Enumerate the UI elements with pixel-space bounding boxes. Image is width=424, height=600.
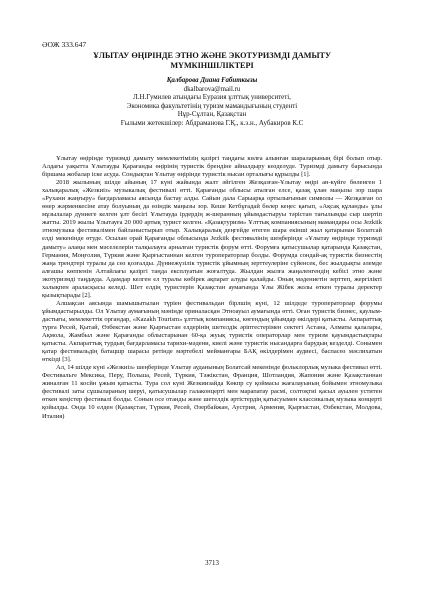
- author-block: [42, 77, 382, 129]
- body-paragraph: Ал, 14 шілде күні «Жезкиіз» шеңберінде Ұлытау ауданының Болатсай мекенінде фольклорлық музыка фестивал өтті. Фестивальге Мексика, Перу, Польша, Ресей, Түркия, Тәжікстан, Франция, Шотландия, Жапония және Қазақстаннан жиналған 11 косйн ұжым қатысты. Тура сол күні Жезкиизайда Көкпр су қоймасы жағалауының бойымен этномузыка фестивалі заты сұшылараның шеруі, қатысушылар галаконцерті мен марапатау расмі, солтоқтиі қасыл ауылен уститен өткен кеңістер фестивалі болды. Сонын осе отанды және шетелдік әртістердің қатысуымен классикалық музыка концерті қойылды. Онда 10 елден (Қазақстан, Түркия, Ресей, Әзербайжан, Аустрия, Армения, Қырғыстан, Өзбекстан, Молдова, Италия): [42, 364, 382, 420]
- body-paragraph: Ұлытау өңірінде туризмді дамыту мемлекетімізің қазіргі таңдағы көлға алынған шараларының бірі болып отыр. Алдағы уақытта Ұлытауды Қарағанды өңірінің туристік брендіне айналдыру көзделуде. Туризмді дамыту барысында біршама жобалар іске асуда. Сондықтан Ұлытау өңірінде туристік нысан орталығы құрылды [1].: [42, 155, 382, 179]
- author-name: Қалбарова Диана Ғабиткызы: [166, 77, 258, 84]
- paper-title: [42, 51, 382, 71]
- author-email: dkalbarova@mail.ru: [183, 85, 241, 93]
- supervisors-line: Ғылыми жетекшілер: Абдраманова Г.Қ., к.э.н., Аубакиров К.С: [120, 119, 304, 127]
- affiliation-line: Л.Н.Гумилев атындағы Еуразия ұлттық университеті,: [133, 94, 291, 102]
- paper-body: [42, 155, 382, 421]
- title-line-2: МҮМКІНШІЛІКТЕРІ: [170, 61, 254, 70]
- udk-code: ӘОЖ 333.647: [42, 40, 87, 49]
- page-number: 3713: [205, 560, 219, 567]
- title-line-1: ҰЛЫТАУ ӨҢІРІНДЕ ЭТНО ЖӘНЕ ЭКОТУРИЗМДІ ДАМЫТУ: [93, 51, 331, 60]
- affiliation-line: Экономика факультетінің туризм мамандығының студенті: [126, 102, 298, 110]
- affiliation-line: Нұр-Сұлтан, Қазақстан: [177, 111, 247, 119]
- body-paragraph: 2018 жылының шілде айының 17 күні жайында жалт әйгілген Жезқазған-Ұлытау өңірі ан-күйге бөленген 1 халықаралық «Жезкиіз» музыкалық фестивалі өтті. Қарағанды облысы аталған елсе, қазақ ұлан маңызы зор шара «Рухани жаңғыру» бағдарламасы аясында бастау алды. Сайын дала Сарыарқа ортылығынын символы — Жезқазған ол өнер жәрменкесіне атау болуының да өзіндік маңызы зор. Кеше Кетбұғадай бөлер кеңес қағып, «Ақсақ құланды» ұлы мұзылалар дүниеге келген ұлт бесігі Ұлытауда ірдердің ж-шеранның ұйымдастыруы тәрістан тағылымды сыр шертіп жатты. 2019 жылы Ұлытауға 20 000 артық турист келген. «Қазақтуризм» Ұлттық компаниясының мамандары осы Jezkiik этномузыка фестивалімен байланыстырып отыр. Халықаралық деңгейде өтеген шара екінші жыл қатарынан Болатсай елді мекенінде өтуде. Осылан орай Қарағанды облысында Jezkiik фестивалінің шеңберінде «Ұлытау өңірінде туризмді дамыту» алаңы мен мәселелерін талқылауға арналған туристік форум өтті. Форумға қатысушылар қатарында Қазақстан, Германия, Моңғолия, Түркия және Қырғыстаннан келген туроператорлар болды. Форумда сондай-ақ туристік бизнестің жаңа трендтері туралы да сөз қозғалды. Дүниежүзілік туристік ұйымның зерттеулеріне сүйенсек, бес жылдықты әлемде алғашы көппенін Алтайлағы қазіргі таңда експлуатын жоғалтуда. Жылдан жылға жаңаленгендің кебісі этно және экотуризмді таңдауда. Адамдар келген ел туралы көбірек ақпарат алуды қалайды. Оның мәдениетін зерттеп, жергілікті халықпен араласқысы келеді. Шет елдің туристерін Қазақстан аумағында Ұлы Жібек жолы өткен туралы деректер қызықтырады [2].: [42, 179, 382, 299]
- body-paragraph: Алшақсан аясында шамышытылан түріен фестивальдан бірлшің күні, 12 шілдеде туроператорлар форумы ұйымдастырылды. Ол Ұлытау аумағының мәнінде ориналасқан Этноауыл аумағында өтті. Оған туристік бизнес, қаулым-дастығы, мемлекеттік органдар, «Kazakh Tourism» ұлттық компаниясы, көгендың ұйымдар өкілдері қатысты. Акпараттық турға Ресей, Қытай, Өзбекстан және Қырғыстан елдерінің шетелдік әріптестерімен сектегі Астана, Алматы қалалары, Ақмола, Жамбыл және Қарағанды облыстарынан 60-қа жуық туристік операторлар мен туризм қауымдастықтары қатысты. Акпараттық турдың бағдарламасы тарихи-мәдени, киелі және туристік нысандарға барудың кезделді. Сонымен қатар фестивальдің батацшр шарасы ретінде мәртебелі мейманғары БАҚ өкілдерімен аудиесі, баспасөз мәслихатын өткізді [3].: [42, 299, 382, 364]
